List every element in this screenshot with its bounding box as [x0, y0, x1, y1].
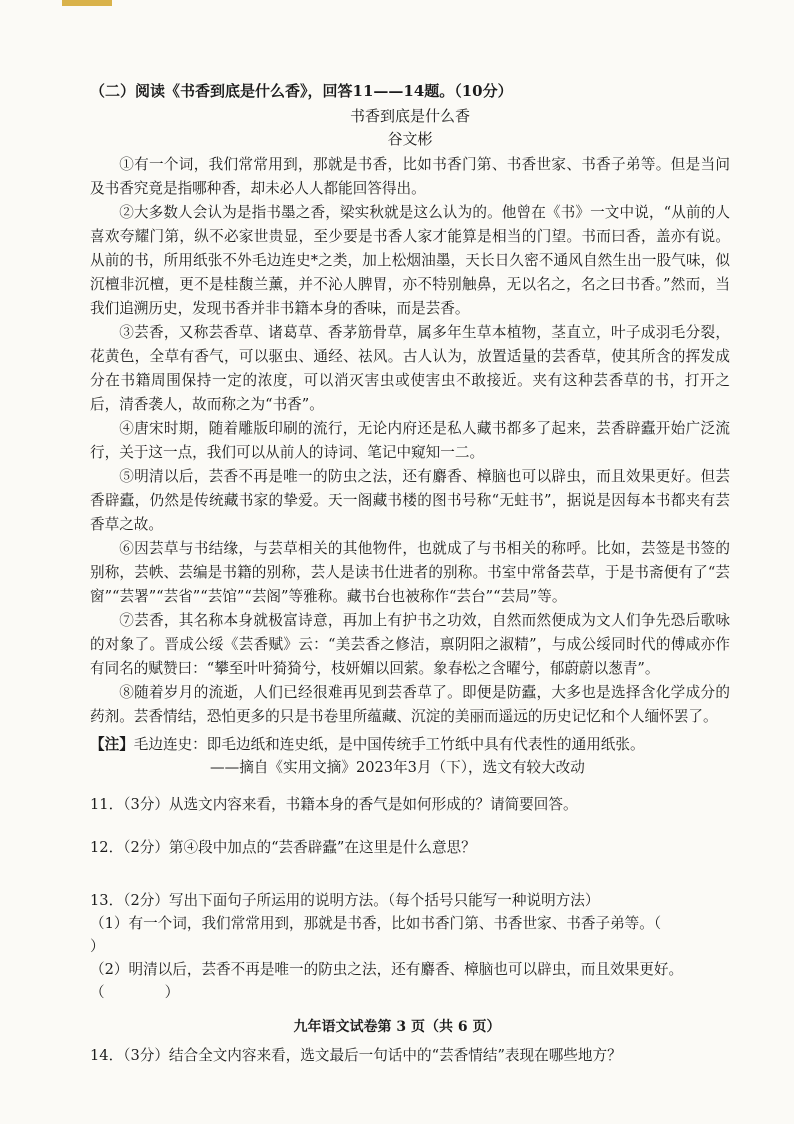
article-paragraph-6: ⑥因芸草与书结缘，与芸草相关的其他物件，也就成了与书相关的称呼。比如，芸签是书签的别称，芸帙、芸编是书籍的别称，芸人是读书仕进者的别称。书室中常备芸草，于是书斋便有了“芸窗”“芸署”“芸省”“芸馆”“芸阁”等雅称。藏书台也被称作“芸台”“芸局”等。: [90, 540, 730, 605]
article-paragraph-4: ④唐宋时期，随着雕版印刷的流行，无论内府还是私人藏书都多了起来，芸香辟蠹开始广泛流行，关于这一点，我们可以从前人的诗词、笔记中窥知一二。: [90, 420, 730, 461]
article-paragraph-7: ⑦芸香，其名称本身就极富诗意，再加上有护书之功效，自然而然便成为文人们争先恐后歌咏的对象了。晋成公绥《芸香赋》云：“美芸香之修洁，禀阴阳之淑精”，与成公绥同时代的傅咸亦作有同名的赋赞曰：“攀至叶叶猗猗兮，枝妍媚以回萦。象春松之含曜兮，郁蔚蔚以葱青”。: [90, 612, 730, 677]
question-11: 11．（3分）从选文内容来看，书籍本身的香气是如何形成的？请简要回答。: [90, 796, 578, 813]
article-paragraph-2: ②大多数人会认为是指书墨之香，梁实秋就是这么认为的。他曾在《书》一文中说，“从前的人喜欢夸耀门第，纵不必家世贵显，至少要是书香人家才能算是相当的门望。书而曰香，盖亦有说。从前的书，所用纸张不外毛边连史*之类，加上松烟油墨，天长日久密不通风自然生出一股气味，似沉檀非沉檀，更不是桂馥兰薰，并不沁人脾胃，亦不特别触鼻，无以名之，名之曰书香。”然而，当我们追溯历史，发现书香并非书籍本身的香味，而是芸香。: [90, 204, 730, 317]
blank-close-paren: ）: [164, 984, 180, 1001]
note: [90, 733, 730, 756]
note-label: 【注】: [90, 736, 134, 753]
article-author: 谷文彬: [387, 130, 433, 148]
question-12: 12．（2分）第④段中加点的“芸香辟蠹”在这里是什么意思？: [90, 839, 476, 856]
article-paragraph-5: ⑤明清以后，芸香不再是唯一的防虫之法，还有麝香、樟脑也可以辟虫，而且效果更好。但芸香辟蠹，仍然是传统藏书家的挚爱。天一阁藏书楼的图书号称“无蛀书”，据说是因每本书都夹有芸香草之故。: [90, 468, 730, 533]
note-text: 毛边连史：即毛边纸和连史纸，是中国传统手工竹纸中具有代表性的通用纸张。: [133, 736, 645, 753]
exam-page: [90, 80, 730, 1067]
article-title: 书香到底是什么香: [349, 107, 470, 125]
article-source: ——摘自《实用文摘》2023年3月（下），选文有较大改动: [210, 759, 585, 776]
page-footer: 九年语文试卷第 3 页（共 6 页）: [293, 1019, 501, 1035]
question-13-item-2: （2）明清以后，芸香不再是唯一的防虫之法，还有麝香、樟脑也可以辟虫，而且效果更好。: [90, 961, 684, 978]
question-13-item-1-text: （1）有一个词，我们常常用到，那就是书香，比如书香门第、书香世家、书香子弟等。（: [90, 915, 662, 932]
question-14: 14．（3分）结合全文内容来看，选文最后一句话中的“芸香情结”表现在哪些地方？: [90, 1047, 622, 1064]
question-13: 13．（2分）写出下面句子所运用的说明方法。（每个括号只能写一种说明方法）: [90, 892, 600, 909]
corner-mark: [62, 0, 112, 6]
article-paragraph-3: ③芸香，又称芸香草、诸葛草、香茅筋骨草，属多年生草本植物，茎直立，叶子成羽毛分裂，花黄色，全草有香气，可以驱虫、通经、祛风。古人认为，放置适量的芸香草，使其所含的挥发成分在书籍周围保持一定的浓度，可以消灭害虫或使害虫不敢接近。夹有这种芸香草的书，打开之后，清香袭人，故而称之为“书香”。: [90, 324, 730, 413]
article-paragraph-8: ⑧随着岁月的流逝，人们已经很难再见到芸香草了。即便是防蠹，大多也是选择含化学成分的药剂。芸香情结，恐怕更多的只是书卷里所蕴藏、沉淀的美丽而遥远的历史记忆和个人缅怀罢了。: [90, 684, 730, 725]
question-13-item-1-close: ）: [90, 938, 105, 955]
blank-open-paren: （: [90, 984, 105, 1001]
question-13-item-1: [90, 912, 730, 958]
section-title: （二）阅读《书香到底是什么香》，回答11——14题。（10分）: [90, 82, 513, 100]
question-13-item-2-blank: [90, 981, 730, 1004]
article-paragraph-1: ①有一个词，我们常常用到，那就是书香，比如书香门第、书香世家、书香子弟等。但是当问及书香究竟是指哪种香，却未必人人都能回答得出。: [90, 156, 730, 197]
